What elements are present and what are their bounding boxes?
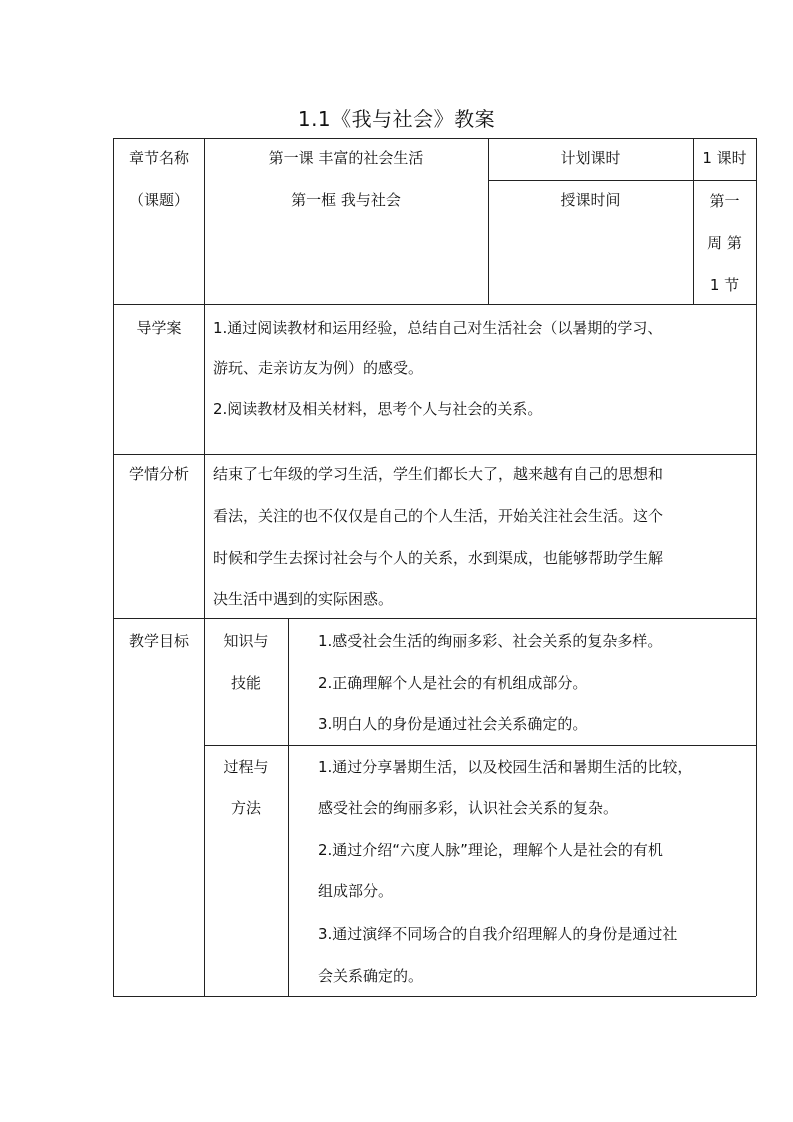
page-title: 1.1《我与社会》教案 <box>297 107 496 131</box>
table-border-top <box>113 138 756 139</box>
process-goal: 1.通过分享暑期生活，以及校园生活和暑期生活的比较， <box>318 758 693 776</box>
process-label: 方法 <box>230 799 261 817</box>
teaching-time-week: 第一 <box>709 192 740 210</box>
guide-line: 2.阅读教材及相关材料，思考个人与社会的关系。 <box>213 400 543 418</box>
table-divider <box>488 180 756 181</box>
process-goal: 会关系确定的。 <box>318 967 424 985</box>
table-divider <box>113 618 756 619</box>
guide-line: 1.通过阅读教材和运用经验，总结自己对生活社会（以暑期的学习、 <box>213 319 663 337</box>
process-goal: 3.通过演绎不同场合的自我介绍理解人的身份是通过社 <box>318 925 678 943</box>
chapter-name-sublabel: （课题） <box>128 191 189 209</box>
planned-hours-label: 计划课时 <box>560 149 621 167</box>
table-border-left <box>113 138 114 996</box>
goals-label: 教学目标 <box>128 632 189 650</box>
section-title: 第一框 我与社会 <box>291 191 401 209</box>
knowledge-label: 技能 <box>230 674 261 692</box>
analysis-line: 看法，关注的也不仅仅是自己的个人生活，开始关注社会生活。这个 <box>213 507 664 525</box>
process-goal: 组成部分。 <box>318 882 394 900</box>
table-divider <box>288 618 289 996</box>
teaching-time-number: 1 节 <box>709 276 740 294</box>
knowledge-goal: 1.感受社会生活的绚丽多彩、社会关系的复杂多样。 <box>318 632 663 650</box>
guide-line: 游玩、走亲访友为例）的感受。 <box>213 359 424 377</box>
process-goal: 感受社会的绚丽多彩，认识社会关系的复杂。 <box>318 799 619 817</box>
teaching-time-label: 授课时间 <box>560 191 621 209</box>
lesson-title: 第一课 丰富的社会生活 <box>268 149 424 167</box>
table-border-right <box>756 138 757 996</box>
table-divider <box>113 454 756 455</box>
analysis-line: 结束了七年级的学习生活，学生们都长大了，越来越有自己的思想和 <box>213 465 664 483</box>
process-goal: 2.通过介绍“六度人脉”理论，理解个人是社会的有机 <box>318 841 663 859</box>
planned-hours-value: 1 课时 <box>702 149 747 167</box>
table-divider <box>113 304 756 305</box>
analysis-label: 学情分析 <box>128 465 189 483</box>
table-divider <box>204 745 756 746</box>
process-label: 过程与 <box>223 758 269 776</box>
table-divider <box>204 138 205 996</box>
chapter-name-label: 章节名称 <box>128 149 189 167</box>
analysis-line: 时候和学生去探讨社会与个人的关系，水到渠成，也能够帮助学生解 <box>213 549 664 567</box>
analysis-line: 决生活中遇到的实际困惑。 <box>213 590 394 608</box>
knowledge-goal: 3.明白人的身份是通过社会关系确定的。 <box>318 715 588 733</box>
guide-label: 导学案 <box>136 319 182 337</box>
teaching-time-period: 周 第 <box>707 234 742 252</box>
knowledge-label: 知识与 <box>223 632 269 650</box>
table-border-bottom <box>113 996 756 997</box>
knowledge-goal: 2.正确理解个人是社会的有机组成部分。 <box>318 674 588 692</box>
